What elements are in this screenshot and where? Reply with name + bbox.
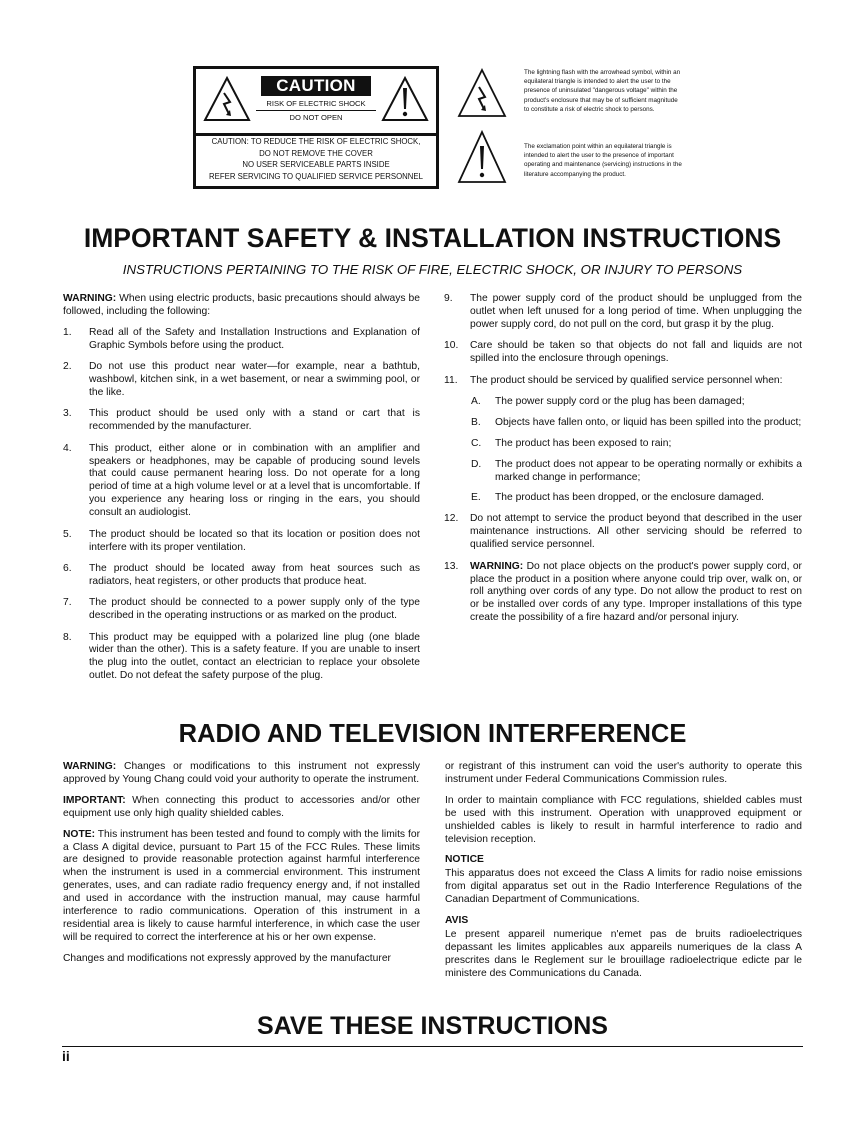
item-text: Read all of the Safety and Installation Instructions and Explanation of Graphic Symbols before using the product. xyxy=(89,326,420,351)
radio-warning-label: WARNING: xyxy=(63,761,117,772)
exclamation-warning-icon xyxy=(380,75,430,123)
notice-heading-text: NOTICE xyxy=(445,854,484,866)
radio-note-label: NOTE: xyxy=(63,828,96,840)
item-number: 1. xyxy=(63,326,72,338)
notice-heading xyxy=(445,854,802,867)
notice-text: This apparatus does not exceed the Class A limits for radio noise emissions from digital apparatus set out in the Radio Interference Regulations of the Canadian Department of Communications. xyxy=(445,868,802,906)
item-warning-text: Do not place objects on the product's power supply cord, or place the product in a position where anyone could trip over, walk on, or roll anything over cords of any type. Do not allow the product to rest on or be installed over cords of any type. Improper installations of this type create the possibility of a fire hazard and/or personal injury. xyxy=(470,560,802,624)
caution-bottom-text xyxy=(196,136,436,182)
item-text: This product, either alone or in combination with an amplifier and speakers or headphones, may be capable of producing sound levels that could cause permanent hearing loss. Do not operate for a long period of time at a high volume level or at a level that is uncomfortable. If you experience any hearing loss or ringing in the ears, you should consult an audiologist. xyxy=(89,442,420,519)
sub-list-item xyxy=(444,417,802,430)
item-text: This product should be used only with a stand or cart that is recommended by the manufacturer. xyxy=(89,408,420,433)
item-number: 12. xyxy=(444,513,459,525)
exclamation-symbol-description: The exclamation point within an equilateral triangle is intended to alert the user to the presence of important operating and maintenance (servicing) instructions in the literature accompanying the product. xyxy=(524,143,682,178)
warning-label: WARNING: xyxy=(63,293,117,304)
radio-tv-interference-title: RADIO AND TELEVISION INTERFERENCE xyxy=(178,720,687,748)
caution-top-panel xyxy=(196,69,436,136)
list-item xyxy=(63,632,420,684)
list-item xyxy=(444,513,802,552)
radio-note-text: This instrument has been tested and found to comply with the limits for a Class A digital device, pursuant to Part 15 of the FCC Rules. These limits are designed to provide reasonable protection against harmful interference when the instrument is used in a commercial environment. This instrument generates, uses, and can radiate radio frequency energy and, if not installed and used in accordance with the instruction manual, may cause harmful interference to radio communications. Operation of this instrument in a residential area is likely to cause harmful interference, in which case the user will be required to correct the interference at his or her own expense. xyxy=(63,828,420,943)
item-number: 3. xyxy=(63,408,72,420)
sub-list-item xyxy=(444,396,802,409)
sub-item-text: The product has been dropped, or the enclosure damaged. xyxy=(495,492,765,504)
sub-item-letter: D. xyxy=(471,458,482,470)
list-item xyxy=(63,327,420,353)
item-text: The product should be connected to a power supply only of the type described in the operating instructions or as marked on the product. xyxy=(89,597,420,622)
caution-bottom-line: DO NOT REMOVE THE COVER xyxy=(259,148,373,158)
item-number: 7. xyxy=(63,597,72,609)
item-number: 13. xyxy=(444,560,459,572)
radio-important-label: IMPORTANT: xyxy=(63,794,126,806)
item-number: 9. xyxy=(444,293,453,304)
save-instructions-title: SAVE THESE INSTRUCTIONS xyxy=(257,1012,608,1040)
radio-changes-paragraph: Changes and modifications not expressly approved by the manufacturer xyxy=(63,952,391,964)
item-number: 2. xyxy=(63,361,72,373)
radio-right-paragraph-1: or registrant of this instrument can void the user's authority to operate this instrument under Federal Communications Commission rules. xyxy=(445,761,802,785)
sub-item-text: The product has been exposed to rain; xyxy=(495,437,672,449)
sub-item-letter: C. xyxy=(471,437,482,449)
lightning-warning-icon xyxy=(202,75,252,123)
warning-text: When using electric products, basic precautions should always be followed, including the following: xyxy=(63,293,420,317)
avis-heading xyxy=(445,915,802,928)
footer-divider xyxy=(62,1046,803,1047)
item-number: 8. xyxy=(63,631,72,643)
list-item xyxy=(444,340,802,366)
sub-item-text: The product does not appear to be operating normally or exhibits a marked change in performance; xyxy=(495,458,802,483)
sub-item-text: The power supply cord or the plug has been damaged; xyxy=(495,395,745,407)
sub-list-item xyxy=(444,492,802,505)
item-text xyxy=(470,561,802,626)
sub-list-item xyxy=(444,438,802,451)
caution-title: CAUTION xyxy=(261,76,371,96)
list-item xyxy=(63,563,420,589)
safety-right-column xyxy=(444,293,802,634)
sub-list-item xyxy=(444,459,802,485)
item-number: 11. xyxy=(444,374,458,386)
list-item xyxy=(444,375,802,388)
list-item xyxy=(63,408,420,434)
radio-warning-paragraph xyxy=(63,761,420,787)
list-item xyxy=(444,293,802,332)
item-number: 4. xyxy=(63,442,72,454)
item-text: The product should be located away from heat sources such as radiators, heat registers, or other products that produce heat. xyxy=(89,562,420,587)
radio-important-paragraph xyxy=(63,795,420,821)
sub-item-letter: B. xyxy=(471,416,481,428)
exclamation-symbol-icon xyxy=(456,129,508,185)
item-text: Do not use this product near water—for example, near a bathtub, washbowl, kitchen sink, in a wet basement, or near a swimming pool, or the like. xyxy=(89,361,420,398)
caution-line-1: RISK OF ELECTRIC SHOCK xyxy=(256,98,376,111)
list-item xyxy=(63,529,420,555)
radio-right-paragraph-2: In order to maintain compliance with FCC regulations, shielded cables must be used with this instrument. Operation with unapproved equipment or unshielded cables is likely to result in harmful interference to radio and television reception. xyxy=(445,794,802,845)
item-warning-label: WARNING: xyxy=(470,560,524,572)
safety-left-column xyxy=(63,293,420,692)
list-item xyxy=(63,361,420,400)
lightning-symbol-icon xyxy=(456,67,508,119)
radio-warning-text: Changes or modifications to this instrument not expressly approved by Young Chang could void your authority to operate the instrument. xyxy=(63,761,420,785)
item-number: 6. xyxy=(63,562,72,574)
safety-instructions-title: IMPORTANT SAFETY & INSTALLATION INSTRUCTIONS xyxy=(83,223,782,253)
sub-item-letter: E. xyxy=(471,492,481,504)
radio-right-column xyxy=(445,761,802,989)
radio-left-column xyxy=(63,761,420,974)
item-text: Do not attempt to service the product beyond that described in the user maintenance instructions. All other servicing should be referred to qualified service personnel. xyxy=(470,513,802,551)
radio-note-paragraph xyxy=(63,829,420,945)
caution-line-2: DO NOT OPEN xyxy=(289,113,343,122)
radio-important-text: When connecting this product to accessories and/or other equipment use only high quality shielded cables. xyxy=(63,794,420,819)
caution-bottom-line: CAUTION: TO REDUCE THE RISK OF ELECTRIC SHOCK, xyxy=(211,137,421,146)
avis-heading-text: AVIS xyxy=(445,915,469,927)
item-text: The product should be located so that its location or position does not interfere with its proper ventilation. xyxy=(89,528,420,553)
item-text: The power supply cord of the product should be unplugged from the outlet when left unused for a long period of time. When unplugging the power supply cord, do not pull on the cord, but grasp it by the plug. xyxy=(470,293,802,330)
list-item xyxy=(444,561,802,626)
page-number: ii xyxy=(62,1048,70,1064)
item-number: 5. xyxy=(63,528,72,540)
sub-item-letter: A. xyxy=(471,395,481,407)
avis-text: Le present appareil numerique n'emet pas de bruits radioelectriques depassant les limites applicables aux appareils numeriques de la class A prescrites dans le Reglement sur le brouillage radioelectrique edicte par le ministere des Communications du Canada. xyxy=(445,928,802,979)
safety-instructions-subtitle: INSTRUCTIONS PERTAINING TO THE RISK OF FIRE, ELECTRIC SHOCK, OR INJURY TO PERSONS xyxy=(122,262,743,277)
item-text: Care should be taken so that objects do not fall and liquids are not spilled into the enclosure through openings. xyxy=(470,340,802,365)
sub-item-text: Objects have fallen onto, or liquid has been spilled into the product; xyxy=(495,416,802,428)
list-item xyxy=(63,443,420,520)
safety-warning-paragraph xyxy=(63,293,420,319)
item-number: 10. xyxy=(444,340,459,352)
item-text: The product should be serviced by qualified service personnel when: xyxy=(470,374,783,386)
caution-bottom-line: REFER SERVICING TO QUALIFIED SERVICE PERSONNEL xyxy=(209,171,423,181)
lightning-symbol-description: The lightning flash with the arrowhead symbol, within an equilateral triangle is intended to alert the user to the presence of uninsulated "dangerous voltage" within the product's enclosure that may be of sufficient magnitude to constitute a risk of electric shock to persons. xyxy=(524,69,681,113)
caution-label-box xyxy=(193,66,439,189)
item-text: This product may be equipped with a polarized line plug (one blade wider than the other). This is a safety feature. If you are unable to insert the plug into the outlet, contact an electrician to replace your obsolete outlet. Do not defeat the safety purpose of the plug. xyxy=(89,631,420,682)
caution-bottom-line: NO USER SERVICEABLE PARTS INSIDE xyxy=(242,160,390,170)
list-item xyxy=(63,597,420,623)
